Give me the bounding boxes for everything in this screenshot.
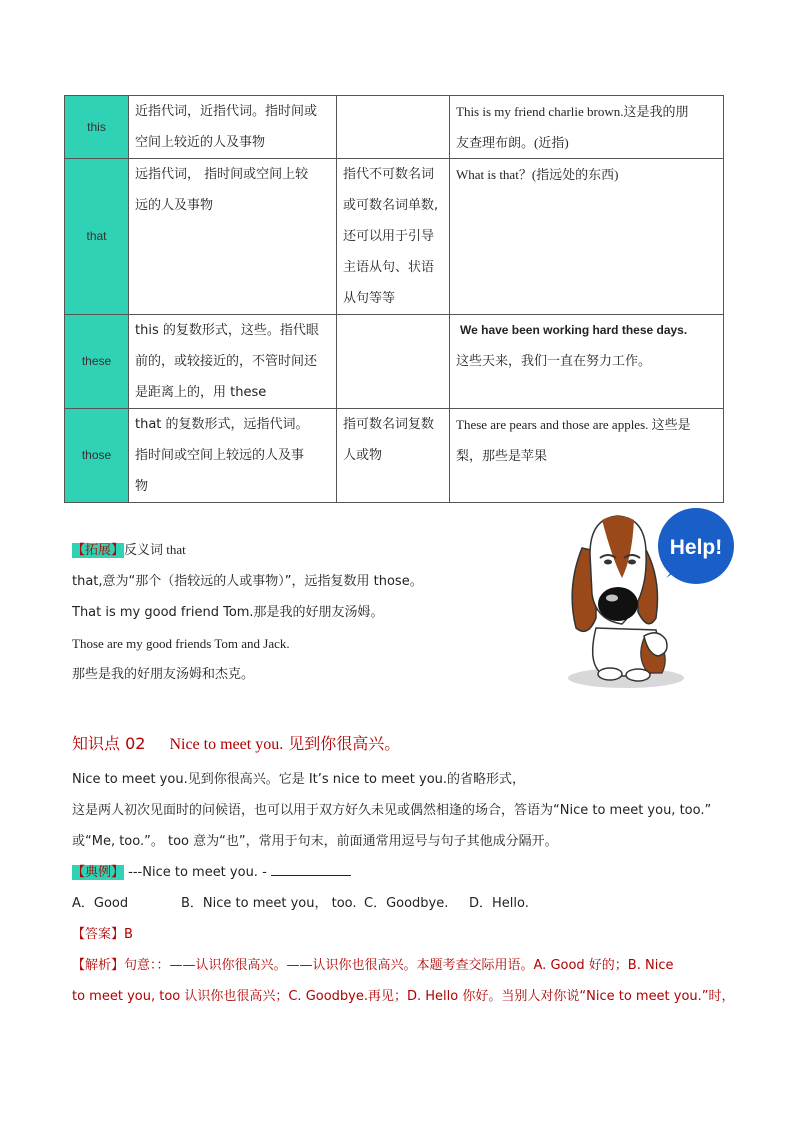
meaning-cell: [129, 315, 337, 409]
example-line: 友查理布朗。(近指): [456, 135, 569, 150]
knowledge-line: 这是两人初次见面时的问候语，也可以用于双方好久未见或偶然相逢的场合，答语为“Nice to meet you, too.”: [72, 803, 712, 818]
extension-tag: 【拓展】: [72, 543, 125, 558]
example-cell: [450, 96, 724, 159]
knowledge-label: 知识点 02: [72, 734, 146, 753]
option-c: C．Goodbye.: [364, 896, 449, 911]
word-cell: those: [65, 409, 129, 503]
answer-value: B: [124, 927, 133, 942]
example-line: We have been working hard these days.: [460, 323, 688, 337]
bubble-text: Help!: [669, 536, 723, 559]
help-speech-bubble: [658, 508, 734, 584]
meaning-line: 指时间或空间上较远的人及事: [135, 448, 305, 463]
usage-line: 从句等等: [343, 291, 396, 306]
meaning-line: 是距离上的，用 these: [135, 385, 267, 400]
pronoun-table: [64, 95, 724, 503]
extension-line: Those are my good friends Tom and Jack.: [72, 636, 290, 651]
option-d: D．Hello.: [469, 896, 529, 911]
meaning-cell: [129, 159, 337, 315]
cartoon-dog-illustration: [566, 508, 736, 696]
knowledge-line: 或“Me, too.”。 too 意为“也”，常用于句末，前面通常用逗号与句子其他成分隔开。: [72, 834, 558, 849]
word-cell: these: [65, 315, 129, 409]
extension-line: That is my good friend Tom.那是我的好朋友汤姆。: [72, 605, 384, 620]
example-line: What is that？(指远处的东西): [456, 167, 619, 182]
example-cell: [450, 159, 724, 315]
answer-blank: [271, 861, 351, 876]
meaning-line: that 的复数形式，远指代词。: [135, 417, 309, 432]
usage-line: 指代不可数名词: [343, 167, 435, 182]
extension-section: [72, 534, 423, 690]
knowledge-heading: [72, 730, 400, 759]
meaning-line: 远指代词， 指时间或空间上较: [135, 167, 309, 182]
usage-cell: [337, 315, 450, 409]
example-tag: 【典例】: [72, 865, 125, 880]
usage-line: 人或物: [343, 448, 383, 463]
meaning-cell: [129, 409, 337, 503]
table-row: [65, 409, 724, 503]
example-line: These are pears and those are apples. 这些是: [456, 417, 691, 432]
table-row: [65, 315, 724, 409]
table-row: [65, 159, 724, 315]
meaning-line: this 的复数形式，这些。指代眼: [135, 323, 319, 338]
meaning-line: 远的人及事物: [135, 198, 214, 213]
knowledge-title-en: Nice to meet you.: [169, 736, 284, 753]
example-cell: [450, 409, 724, 503]
example-line: This is my friend charlie brown.这是我的朋: [456, 104, 689, 119]
answer-line: [72, 919, 735, 950]
example-cell: [450, 315, 724, 409]
meaning-line: 前的，或较接近的，不管时间还: [135, 354, 318, 369]
options-line: [72, 888, 735, 919]
analysis-text: 句意：：——认识你很高兴。——认识你也很高兴。本题考查交际用语。A. Good 好的；B. Nice: [124, 958, 674, 973]
usage-cell: [337, 159, 450, 315]
usage-cell: [337, 409, 450, 503]
example-line: 梨，那些是苹果: [456, 448, 548, 463]
answer-tag: 【答案】: [72, 927, 125, 942]
example-question-line: [72, 857, 735, 888]
analysis-line: [72, 950, 735, 981]
dog-icon: [572, 516, 667, 681]
knowledge-line: Nice to meet you.见到你很高兴。它是 It’s nice to meet you.的省略形式，: [72, 772, 526, 787]
extension-line: 那些是我的好朋友汤姆和杰克。: [72, 667, 255, 682]
usage-cell: [337, 96, 450, 159]
meaning-line: 物: [135, 479, 149, 494]
option-b: B．Nice to meet you， too.: [181, 896, 357, 911]
knowledge-body: [72, 764, 735, 1012]
usage-line: 主语从句、状语: [343, 260, 435, 275]
meaning-line: 近指代词，近指代词。指时间或: [135, 104, 318, 119]
usage-line: 指可数名词复数: [343, 417, 435, 432]
meaning-cell: [129, 96, 337, 159]
usage-line: 或可数名词单数,: [343, 198, 439, 213]
word-cell: that: [65, 159, 129, 315]
example-line: 这些天来，我们一直在努力工作。: [456, 354, 652, 369]
meaning-line: 空间上较近的人及事物: [135, 135, 266, 150]
word-cell: this: [65, 96, 129, 159]
example-question: ---Nice to meet you. -: [128, 865, 267, 880]
usage-line: 还可以用于引导: [343, 229, 435, 244]
option-a: A．Good: [72, 896, 129, 911]
extension-first-line: 反义词 that: [124, 542, 186, 557]
knowledge-title-cn: 见到你很高兴。: [288, 734, 401, 753]
table-row: [65, 96, 724, 159]
extension-line: that,意为“那个（指较远的人或事物）”，远指复数用 those。: [72, 574, 423, 589]
analysis-line: to meet you, too 认识你也很高兴；C. Goodbye.再见；D. Hello 你好。当别人对你说“Nice to meet you.”时，: [72, 989, 735, 1004]
analysis-tag: 【解析】: [72, 958, 125, 973]
